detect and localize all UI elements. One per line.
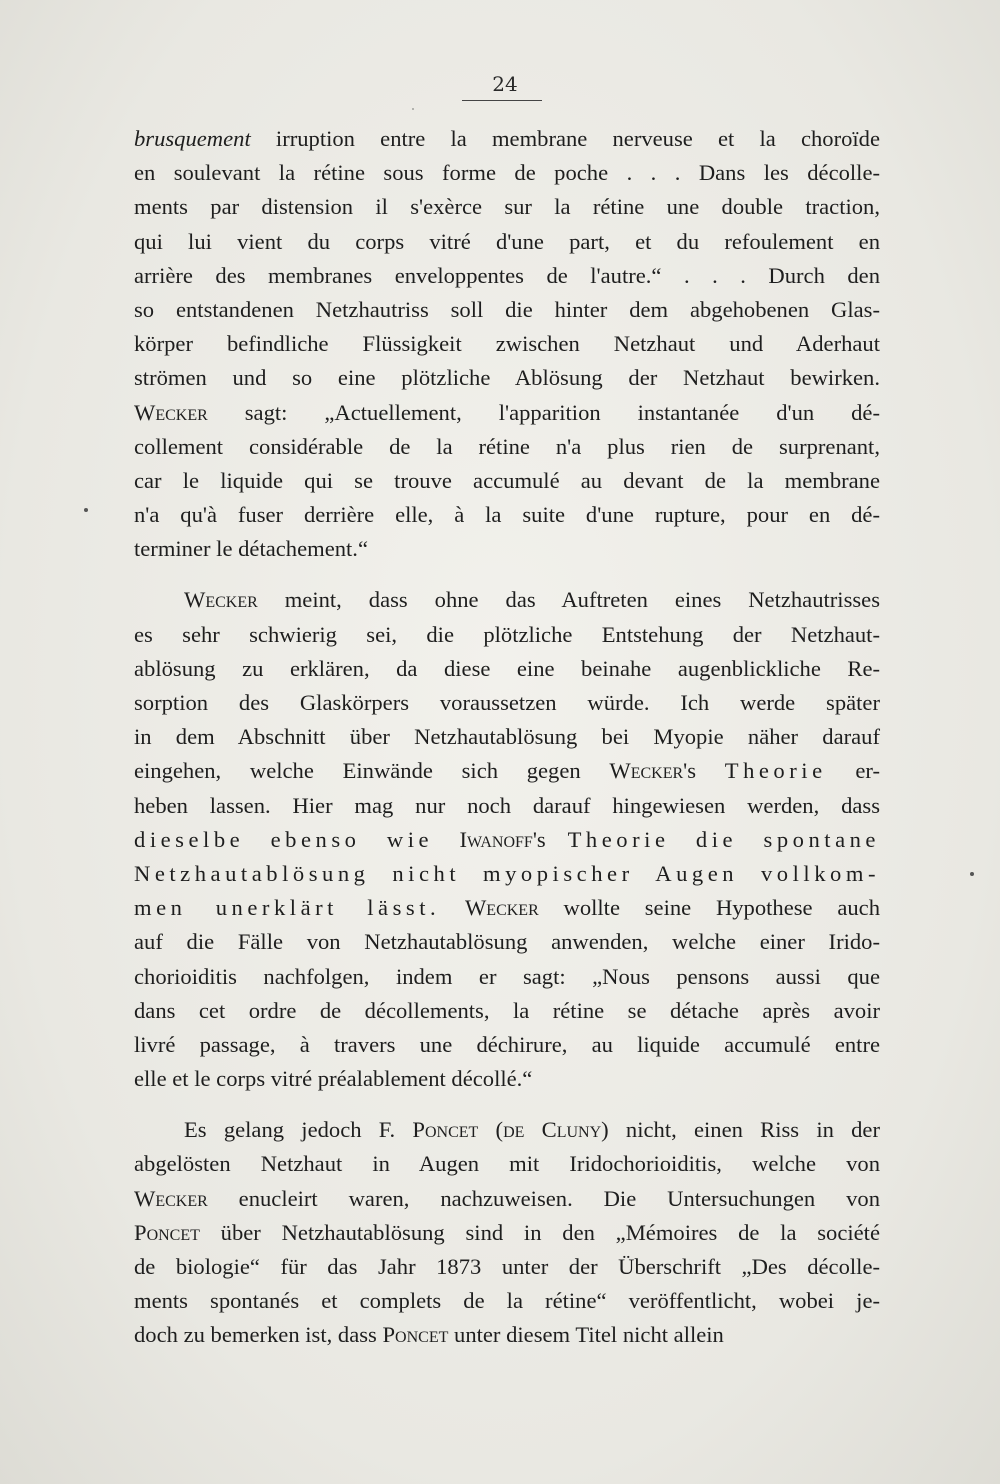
text-line bbox=[134, 430, 880, 464]
text-run: dieselbe bbox=[134, 826, 271, 852]
text-run: heben lassen. Hier mag nur noch darauf hingewiesen werden, dass bbox=[134, 792, 880, 818]
text-run: ments spontanés et complets de la rétine“ veröffentlicht, wobei je- bbox=[134, 1288, 880, 1314]
text-line bbox=[134, 1062, 880, 1096]
page-number: 24 bbox=[492, 72, 518, 96]
text-run: chorioiditis nachfolgen, indem er sagt: „Nous pensons aussi que bbox=[134, 963, 880, 989]
text-line bbox=[134, 720, 880, 754]
text-line bbox=[134, 327, 880, 361]
text-run: Es gelang jedoch F. bbox=[184, 1117, 413, 1143]
text-line bbox=[134, 1284, 880, 1318]
text-run: in dem Abschnitt über Netzhautablösung bei Myopie näher darauf bbox=[134, 724, 880, 750]
text-run: sagt: „Actuellement, l'apparition instantanée d'un dé- bbox=[207, 399, 880, 425]
text-line bbox=[134, 1216, 880, 1250]
text-line bbox=[134, 498, 880, 532]
text-line bbox=[134, 994, 880, 1028]
text-line bbox=[134, 686, 880, 720]
author-name: Wecker bbox=[609, 758, 684, 784]
author-name: Poncet bbox=[382, 1322, 449, 1348]
text-line bbox=[134, 532, 880, 566]
paragraph-gap bbox=[134, 566, 880, 583]
author-name: Poncet bbox=[412, 1117, 479, 1143]
text-run: über Netzhautablösung sind in den „Mémoires de la société bbox=[199, 1219, 880, 1245]
paragraph-gap bbox=[134, 1096, 880, 1113]
text-line bbox=[134, 464, 880, 498]
text-run: Netzhautablösung nicht myopischer Augen vollkom- bbox=[134, 860, 880, 886]
text-run: irruption entre la membrane nerveuse et la choroïde bbox=[250, 126, 880, 151]
text-run: Theorie bbox=[724, 758, 827, 784]
text-line bbox=[134, 583, 880, 617]
text-run: car le liquide qui se trouve accumulé au devant de la membrane bbox=[134, 467, 880, 493]
author-name: de Cluny bbox=[503, 1117, 602, 1143]
text-line bbox=[134, 925, 880, 959]
text-line bbox=[134, 1113, 880, 1147]
text-run: körper befindliche Flüssigkeit zwischen Netzhaut und Aderhaut bbox=[134, 331, 880, 357]
text-run: ebenso wie bbox=[270, 826, 460, 852]
author-name: Iwanoff bbox=[459, 826, 533, 852]
author-name: Wecker bbox=[184, 587, 258, 613]
text-line bbox=[134, 823, 880, 857]
text-run: meint, dass ohne das Auftreten eines Netzhautrisses bbox=[257, 587, 880, 613]
author-name: Wecker bbox=[464, 895, 539, 921]
text-run: collement considérable de la rétine n'a plus rien de surprenant, bbox=[134, 433, 880, 459]
text-run: qui lui vient du corps vitré d'une part, et du refoulement en bbox=[134, 228, 880, 254]
text-run: eingehen, welche Einwände sich gegen bbox=[134, 758, 610, 784]
author-name: Wecker bbox=[134, 399, 208, 425]
text-run: ) nicht, einen Riss in der bbox=[601, 1117, 880, 1143]
text-run: so entstandenen Netzhautriss soll die hinter dem abgehobenen Glas- bbox=[134, 296, 880, 322]
text-run: livré passage, à travers une déchirure, au liquide accumulé entre bbox=[134, 1031, 880, 1057]
text-run: 's bbox=[683, 758, 725, 784]
text-run: sorption des Glaskörpers voraussetzen würde. Ich werde später bbox=[134, 690, 880, 715]
author-name: Wecker bbox=[134, 1185, 208, 1211]
text-run: wollte seine Hypothese auch bbox=[538, 895, 880, 921]
text-run: dans cet ordre de décollements, la rétine se détache après avoir bbox=[134, 997, 880, 1023]
text-run: de biologie“ für das Jahr 1873 unter der Überschrift „Des décolle- bbox=[134, 1254, 880, 1279]
text-run: enucleirt waren, nachzuweisen. Die Untersuchungen von bbox=[207, 1185, 880, 1211]
text-line bbox=[134, 361, 880, 395]
text-line bbox=[134, 652, 880, 686]
text-line bbox=[134, 891, 880, 925]
text-run bbox=[440, 895, 465, 920]
page-number-rule bbox=[462, 100, 542, 101]
text-run: strömen und so eine plötzliche Ablösung der Netzhaut bewirken. bbox=[134, 365, 880, 391]
text-line bbox=[134, 293, 880, 327]
text-run: 's bbox=[532, 826, 568, 852]
text-run: ( bbox=[478, 1117, 504, 1143]
text-line bbox=[134, 754, 880, 788]
text-run: es sehr schwierig sei, die plötzliche Entstehung der Netzhaut- bbox=[134, 621, 880, 647]
text-run: n'a qu'à fuser derrière elle, à la suite d'une rupture, pour en dé- bbox=[134, 502, 880, 528]
text-run: arrière des membranes enveloppentes de l'autre.“ . . . Durch den bbox=[134, 262, 880, 288]
body-text bbox=[134, 122, 880, 1353]
text-line bbox=[134, 1028, 880, 1062]
print-speck bbox=[970, 872, 974, 876]
text-line bbox=[134, 156, 880, 190]
text-run: auf die Fälle von Netzhautablösung anwenden, welche einer Irido- bbox=[134, 929, 880, 955]
text-line bbox=[134, 1147, 880, 1181]
text-line bbox=[134, 1182, 880, 1216]
text-line bbox=[134, 225, 880, 259]
text-run: en soulevant la rétine sous forme de poche . . . Dans les décolle- bbox=[134, 160, 880, 186]
text-line bbox=[134, 122, 880, 156]
author-name: Poncet bbox=[134, 1219, 200, 1245]
text-run: doch zu bemerken ist, dass bbox=[134, 1322, 383, 1348]
text-line bbox=[134, 618, 880, 652]
text-run: terminer le détachement.“ bbox=[134, 536, 368, 562]
print-speck bbox=[412, 108, 414, 110]
text-run: er- bbox=[826, 758, 880, 784]
text-run: Theorie die spontane bbox=[567, 826, 880, 852]
text-run: brusquement bbox=[134, 126, 251, 151]
text-line bbox=[134, 789, 880, 823]
text-run: ments par distension il s'exèrce sur la rétine une double traction, bbox=[134, 194, 880, 220]
text-line bbox=[134, 857, 880, 891]
text-run: men unerklärt lässt. bbox=[134, 895, 441, 921]
print-speck bbox=[84, 508, 88, 512]
text-run: ablösung zu erklären, da diese eine beinahe augenblickliche Re- bbox=[134, 655, 880, 681]
text-line bbox=[134, 960, 880, 994]
text-line bbox=[134, 190, 880, 224]
text-run: unter diesem Titel nicht allein bbox=[448, 1322, 724, 1348]
text-run: abgelösten Netzhaut in Augen mit Iridochorioiditis, welche von bbox=[134, 1151, 880, 1177]
text-line bbox=[134, 396, 880, 430]
text-run: elle et le corps vitré préalablement décollé.“ bbox=[134, 1066, 533, 1092]
text-line bbox=[134, 1318, 880, 1352]
text-line bbox=[134, 1250, 880, 1284]
text-line bbox=[134, 259, 880, 293]
